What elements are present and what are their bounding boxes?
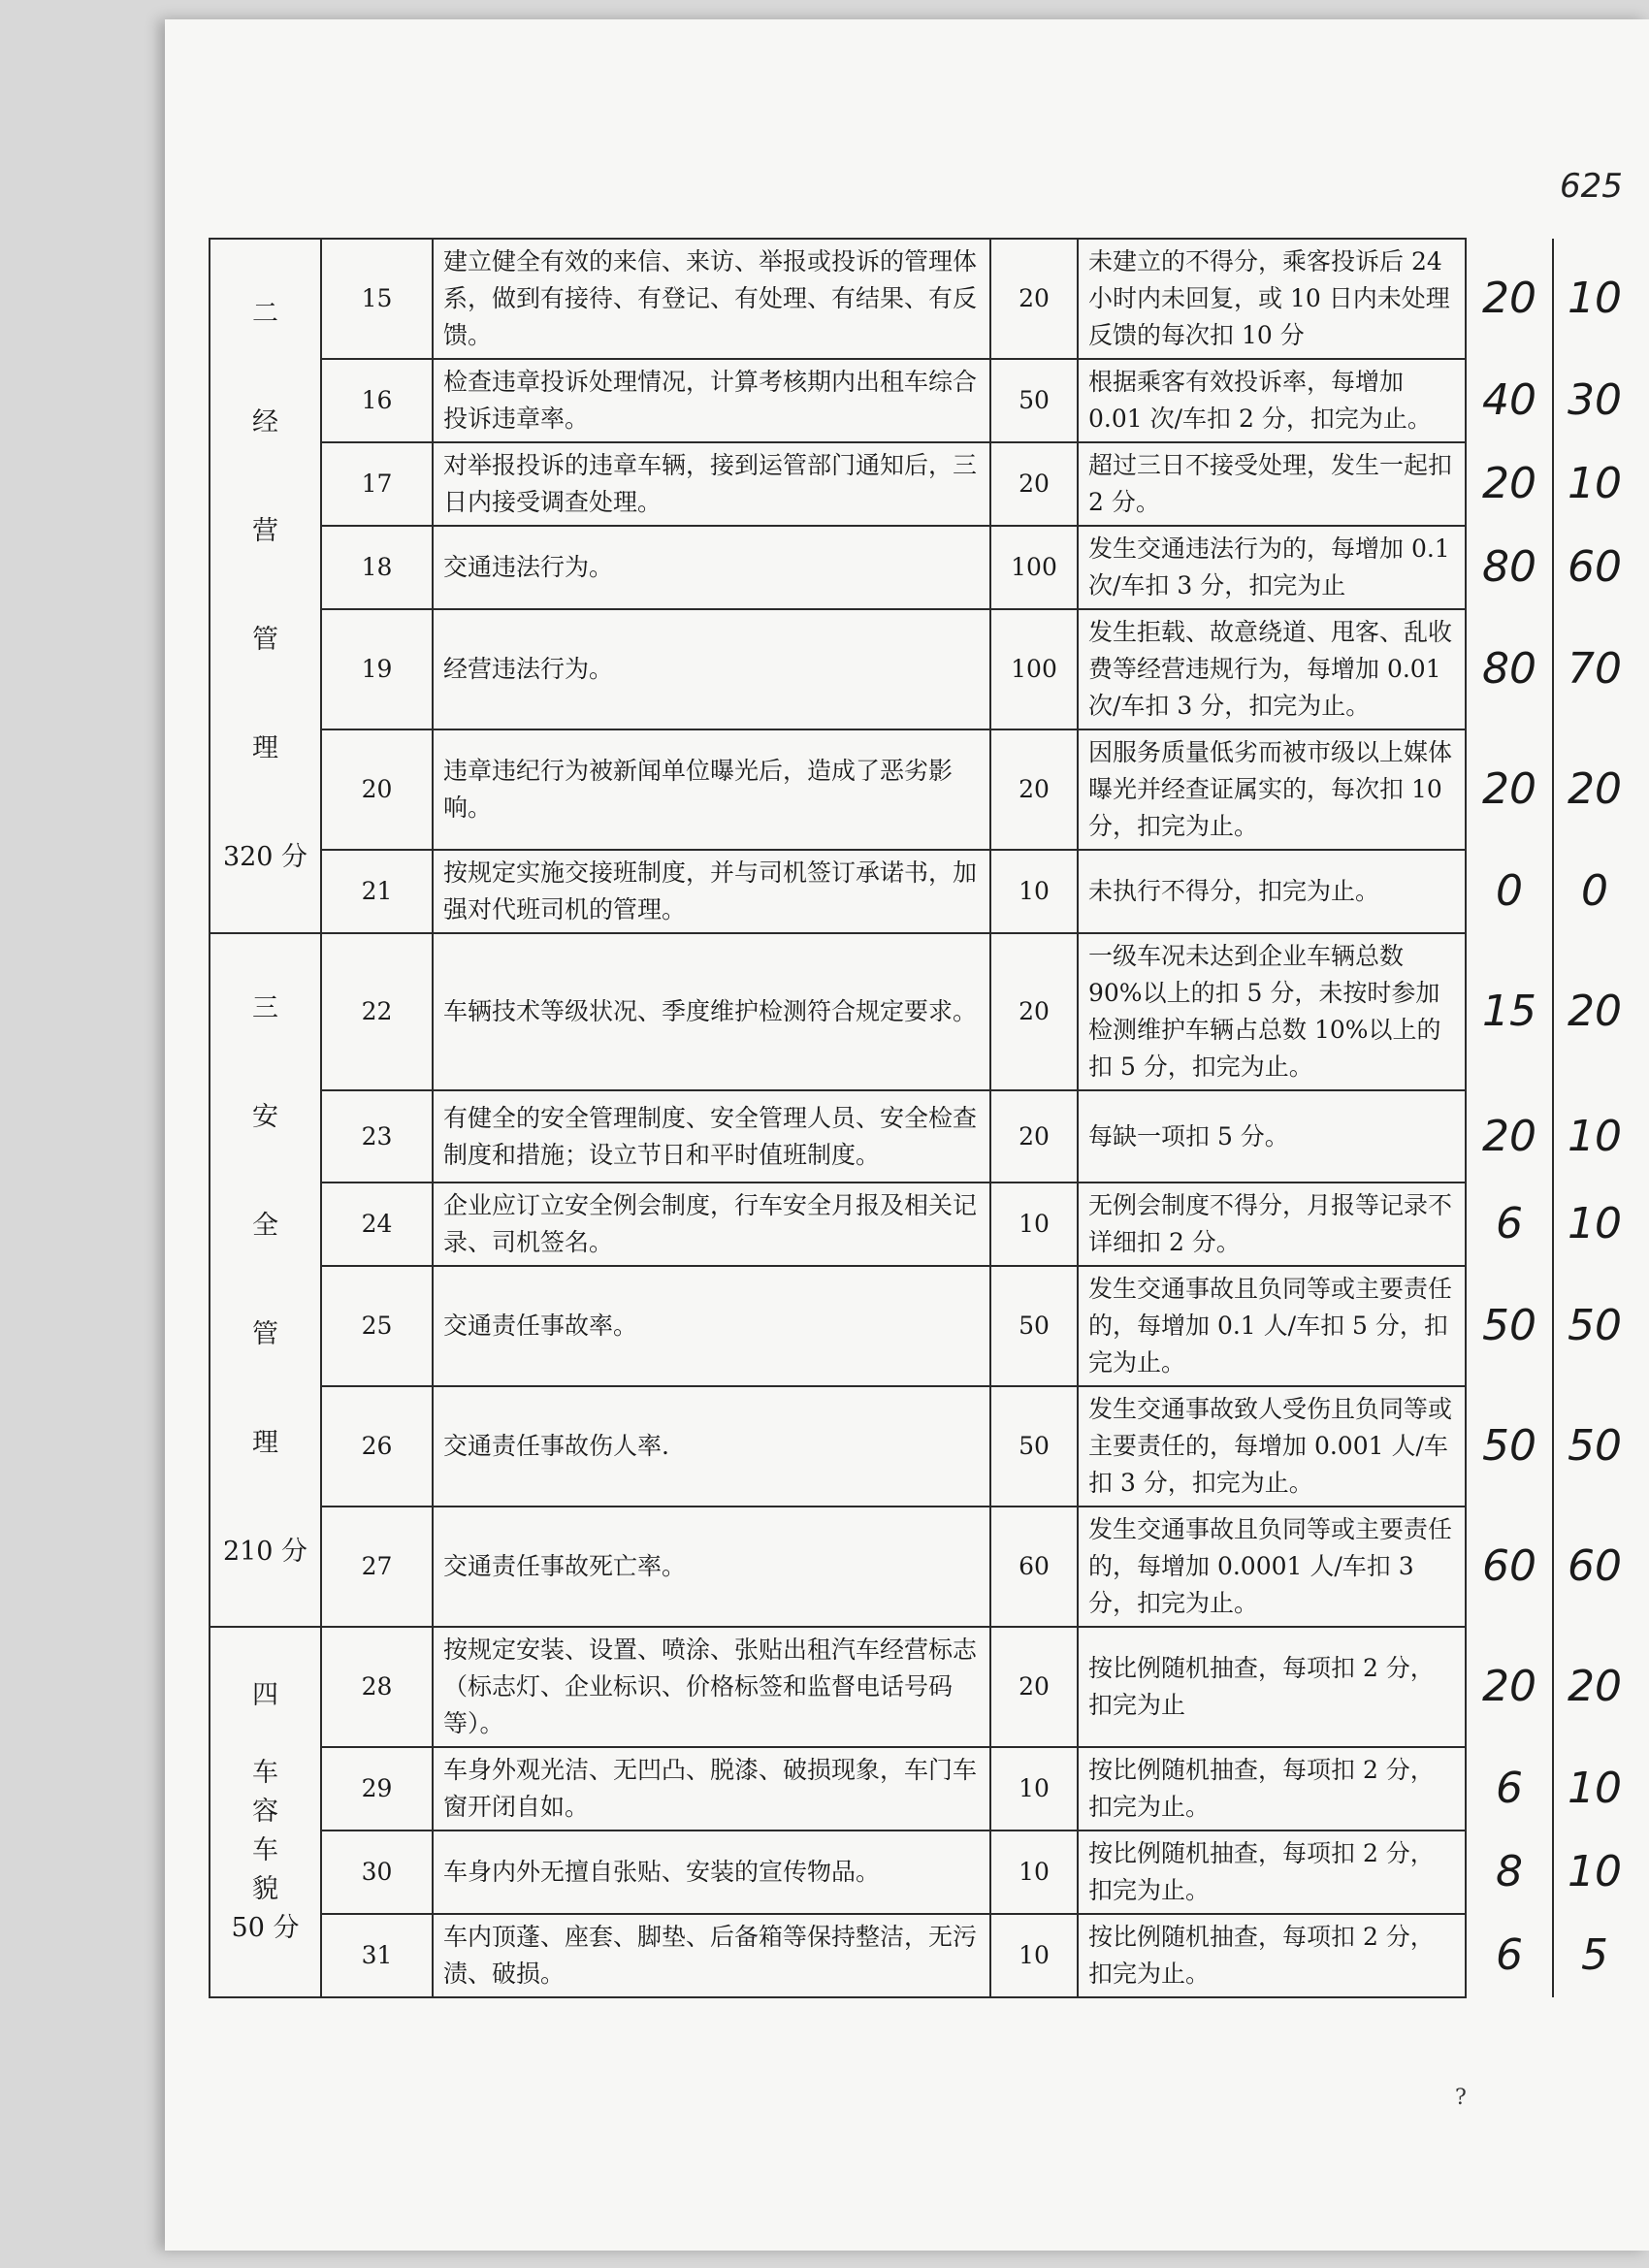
- scoring-rule: 按比例随机抽查，每项扣 2 分，扣完为止: [1078, 1627, 1466, 1747]
- item-number: 20: [321, 729, 433, 850]
- handwritten-score: 50: [1553, 1266, 1635, 1386]
- handwritten-score: 20: [1466, 1090, 1553, 1183]
- handwritten-score: 6: [1466, 1747, 1553, 1831]
- item-content: 建立健全有效的来信、来访、举报或投诉的管理体系，做到有接待、有登记、有处理、有结果、有反馈。: [433, 239, 990, 359]
- item-points: 20: [990, 239, 1078, 359]
- item-number: 16: [321, 359, 433, 442]
- item-number: 26: [321, 1386, 433, 1507]
- item-content: 交通责任事故死亡率。: [433, 1507, 990, 1627]
- item-content: 车身外观光洁、无凹凸、脱漆、破损现象，车门车窗开闭自如。: [433, 1747, 990, 1831]
- item-content: 交通违法行为。: [433, 526, 990, 609]
- handwritten-score: 5: [1553, 1914, 1635, 1997]
- handwritten-score: 10: [1553, 1831, 1635, 1914]
- item-number: 18: [321, 526, 433, 609]
- scoring-rule: 按比例随机抽查，每项扣 2 分，扣完为止。: [1078, 1747, 1466, 1831]
- item-points: 50: [990, 1266, 1078, 1386]
- table-row: [210, 1627, 1635, 1747]
- handwritten-score: 60: [1553, 1507, 1635, 1627]
- item-number: 27: [321, 1507, 433, 1627]
- handwritten-score: 6: [1466, 1183, 1553, 1266]
- item-number: 30: [321, 1831, 433, 1914]
- handwritten-score: 60: [1553, 526, 1635, 609]
- table-row: [210, 1831, 1635, 1914]
- item-points: 10: [990, 1831, 1078, 1914]
- table-row: [210, 609, 1635, 729]
- item-points: 10: [990, 1183, 1078, 1266]
- table-row: [210, 1266, 1635, 1386]
- handwritten-score: 50: [1466, 1266, 1553, 1386]
- scoring-rule: 按比例随机抽查，每项扣 2 分，扣完为止。: [1078, 1831, 1466, 1914]
- table-row: [210, 933, 1635, 1090]
- scoring-rule: 发生交通违法行为的，每增加 0.1 次/车扣 3 分，扣完为止: [1078, 526, 1466, 609]
- item-number: 17: [321, 442, 433, 526]
- item-number: 28: [321, 1627, 433, 1747]
- scoring-rule: 根据乘客有效投诉率，每增加 0.01 次/车扣 2 分，扣完为止。: [1078, 359, 1466, 442]
- handwritten-score: 20: [1466, 1627, 1553, 1747]
- handwritten-score: 15: [1466, 933, 1553, 1090]
- item-number: 23: [321, 1090, 433, 1183]
- handwritten-score: 20: [1553, 729, 1635, 850]
- handwritten-score: 20: [1466, 442, 1553, 526]
- scoring-rule: 未建立的不得分，乘客投诉后 24 小时内未回复，或 10 日内未处理反馈的每次扣 10 分: [1078, 239, 1466, 359]
- item-number: 21: [321, 850, 433, 933]
- item-content: 交通责任事故率。: [433, 1266, 990, 1386]
- footer-mark: ?: [1455, 2086, 1467, 2110]
- item-content: 交通责任事故伤人率.: [433, 1386, 990, 1507]
- item-points: 20: [990, 729, 1078, 850]
- scoring-rule: 每缺一项扣 5 分。: [1078, 1090, 1466, 1183]
- scoring-rule: 因服务质量低劣而被市级以上媒体曝光并经查证属实的，每次扣 10 分，扣完为止。: [1078, 729, 1466, 850]
- scoring-table: [209, 238, 1635, 1998]
- table-row: [210, 1747, 1635, 1831]
- table-row: [210, 1914, 1635, 1997]
- item-number: 22: [321, 933, 433, 1090]
- handwritten-score: 30: [1553, 359, 1635, 442]
- item-points: 10: [990, 1914, 1078, 1997]
- table-row: [210, 1507, 1635, 1627]
- handwritten-score: 20: [1553, 933, 1635, 1090]
- item-content: 有健全的安全管理制度、安全管理人员、安全检查制度和措施；设立节日和平时值班制度。: [433, 1090, 990, 1183]
- item-number: 24: [321, 1183, 433, 1266]
- item-points: 60: [990, 1507, 1078, 1627]
- table-row: [210, 442, 1635, 526]
- item-points: 10: [990, 1747, 1078, 1831]
- item-number: 15: [321, 239, 433, 359]
- handwritten-score: 80: [1466, 609, 1553, 729]
- handwritten-score: 10: [1553, 442, 1635, 526]
- item-number: 31: [321, 1914, 433, 1997]
- handwritten-score: 40: [1466, 359, 1553, 442]
- handwritten-score: 8: [1466, 1831, 1553, 1914]
- scoring-rule: 发生拒载、故意绕道、甩客、乱收费等经营违规行为，每增加 0.01 次/车扣 3 分，扣完为止。: [1078, 609, 1466, 729]
- scoring-rule: 未执行不得分，扣完为止。: [1078, 850, 1466, 933]
- table-row: [210, 850, 1635, 933]
- handwritten-score: 6: [1466, 1914, 1553, 1997]
- scoring-rule: 发生交通事故且负同等或主要责任的，每增加 0.1 人/车扣 5 分，扣完为止。: [1078, 1266, 1466, 1386]
- table-row: [210, 729, 1635, 850]
- item-number: 25: [321, 1266, 433, 1386]
- section-label: 四 车 容 车 貌 50 分: [210, 1627, 321, 1997]
- section-label: 二 经 营 管 理 320 分: [210, 239, 321, 933]
- table-row: [210, 359, 1635, 442]
- handwritten-page-number: 625: [1560, 167, 1623, 206]
- item-points: 50: [990, 1386, 1078, 1507]
- item-number: 29: [321, 1747, 433, 1831]
- table-row: [210, 526, 1635, 609]
- table-row: [210, 239, 1635, 359]
- item-points: 100: [990, 526, 1078, 609]
- scoring-rule: 发生交通事故且负同等或主要责任的，每增加 0.0001 人/车扣 3 分，扣完为止。: [1078, 1507, 1466, 1627]
- handwritten-score: 20: [1466, 239, 1553, 359]
- handwritten-score: 50: [1553, 1386, 1635, 1507]
- item-content: 车辆技术等级状况、季度维护检测符合规定要求。: [433, 933, 990, 1090]
- scoring-rule: 发生交通事故致人受伤且负同等或主要责任的，每增加 0.001 人/车扣 3 分，扣完为止。: [1078, 1386, 1466, 1507]
- item-content: 对举报投诉的违章车辆，接到运管部门通知后，三日内接受调查处理。: [433, 442, 990, 526]
- item-points: 20: [990, 1627, 1078, 1747]
- item-points: 20: [990, 933, 1078, 1090]
- scoring-rule: 按比例随机抽查，每项扣 2 分，扣完为止。: [1078, 1914, 1466, 1997]
- handwritten-score: 60: [1466, 1507, 1553, 1627]
- handwritten-score: 50: [1466, 1386, 1553, 1507]
- table-row: [210, 1386, 1635, 1507]
- item-points: 20: [990, 1090, 1078, 1183]
- handwritten-score: 0: [1466, 850, 1553, 933]
- handwritten-score: 0: [1553, 850, 1635, 933]
- handwritten-score: 10: [1553, 1090, 1635, 1183]
- item-content: 企业应订立安全例会制度，行车安全月报及相关记录、司机签名。: [433, 1183, 990, 1266]
- handwritten-score: 10: [1553, 239, 1635, 359]
- handwritten-score: 70: [1553, 609, 1635, 729]
- handwritten-score: 20: [1553, 1627, 1635, 1747]
- scoring-rule: 超过三日不接受处理，发生一起扣 2 分。: [1078, 442, 1466, 526]
- item-points: 50: [990, 359, 1078, 442]
- item-content: 按规定实施交接班制度，并与司机签订承诺书，加强对代班司机的管理。: [433, 850, 990, 933]
- handwritten-score: 10: [1553, 1183, 1635, 1266]
- scoring-rule: 一级车况未达到企业车辆总数 90%以上的扣 5 分，未按时参加检测维护车辆占总数 10%以上的扣 5 分，扣完为止。: [1078, 933, 1466, 1090]
- item-content: 违章违纪行为被新闻单位曝光后，造成了恶劣影响。: [433, 729, 990, 850]
- item-content: 检查违章投诉处理情况，计算考核期内出租车综合投诉违章率。: [433, 359, 990, 442]
- item-content: 经营违法行为。: [433, 609, 990, 729]
- item-content: 车内顶蓬、座套、脚垫、后备箱等保持整洁，无污渍、破损。: [433, 1914, 990, 1997]
- handwritten-score: 20: [1466, 729, 1553, 850]
- item-points: 100: [990, 609, 1078, 729]
- item-points: 20: [990, 442, 1078, 526]
- item-points: 10: [990, 850, 1078, 933]
- table-row: [210, 1183, 1635, 1266]
- handwritten-score: 80: [1466, 526, 1553, 609]
- table-row: [210, 1090, 1635, 1183]
- scoring-rule: 无例会制度不得分，月报等记录不详细扣 2 分。: [1078, 1183, 1466, 1266]
- item-content: 车身内外无擅自张贴、安装的宣传物品。: [433, 1831, 990, 1914]
- section-label: 三 安 全 管 理 210 分: [210, 933, 321, 1627]
- item-number: 19: [321, 609, 433, 729]
- item-content: 按规定安装、设置、喷涂、张贴出租汽车经营标志（标志灯、企业标识、价格标签和监督电话号码等）。: [433, 1627, 990, 1747]
- handwritten-score: 10: [1553, 1747, 1635, 1831]
